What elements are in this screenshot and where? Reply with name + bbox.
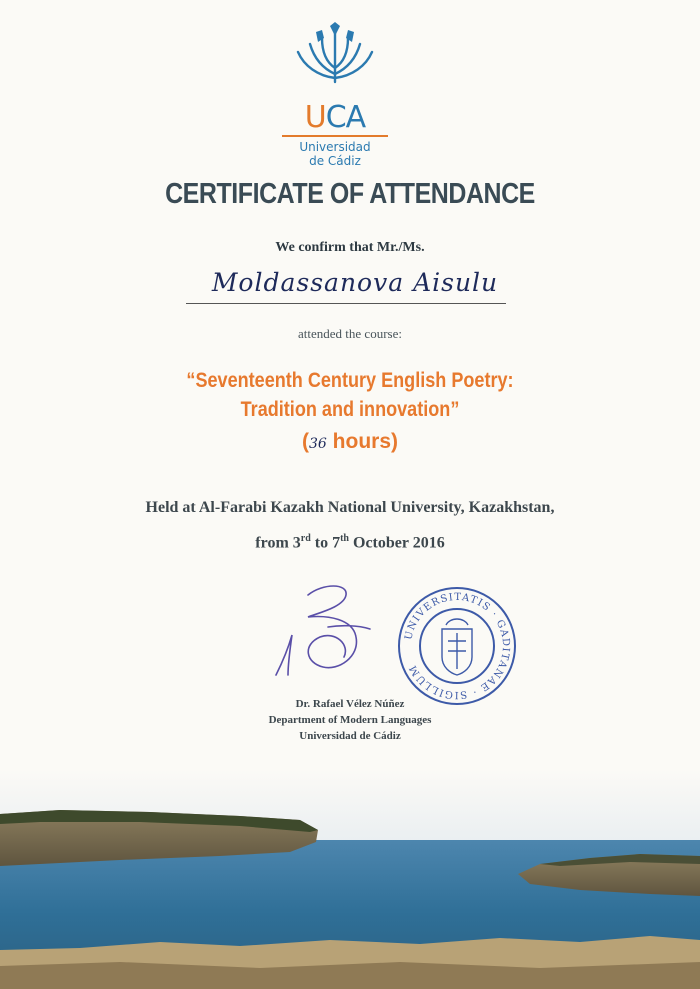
confirm-text: We confirm that Mr./Ms. (275, 240, 425, 255)
signatory-name: Dr. Rafael Vélez Núñez (295, 698, 405, 710)
signatory-university: Universidad de Cádiz (299, 730, 401, 742)
attended-text: attended the course: (298, 326, 402, 341)
hours-value: 36 (309, 436, 327, 452)
logo-name-line2: de Cádiz (309, 154, 361, 168)
university-seal-stamp (396, 585, 518, 707)
course-title-line2: Tradition and innovation” (240, 398, 460, 421)
dates-from-suffix: rd (300, 533, 311, 544)
course-hours (0, 429, 700, 457)
dates-text (0, 533, 700, 552)
hours-open-paren: ( (302, 430, 309, 453)
logo-divider (282, 135, 388, 137)
course-title-line1: “Seventeenth Century English Poetry: (186, 369, 514, 392)
participant-name: Moldassanova Aisulu (211, 268, 499, 297)
logo-abbreviation (280, 102, 390, 134)
handwritten-signature (268, 575, 378, 685)
logo-letters-ca: CA (325, 100, 366, 135)
logo-letter-u: U (304, 100, 326, 135)
coastal-landscape-image (0, 770, 700, 989)
wheat-emblem-icon (292, 22, 378, 84)
dates-to-suffix: th (340, 533, 349, 544)
university-logo (280, 22, 390, 168)
signatory-department: Department of Modern Languages (268, 714, 432, 726)
logo-name-line1: Universidad (299, 140, 371, 154)
name-underline (186, 303, 506, 304)
hours-suffix: hours) (326, 430, 398, 453)
svg-text:UNIVERSITATIS · GADITANAE · SI: UNIVERSITATIS · GADITANAE · SIGILLUM (403, 591, 512, 701)
dates-to: to 7 (310, 534, 341, 552)
certificate-title: CERTIFICATE OF ATTENDANCE (165, 178, 535, 210)
dates-rest: October 2016 (349, 534, 445, 552)
dates-from: from 3 (255, 534, 301, 552)
venue-text: Held at Al-Farabi Kazakh National University, Kazakhstan, (145, 499, 555, 516)
